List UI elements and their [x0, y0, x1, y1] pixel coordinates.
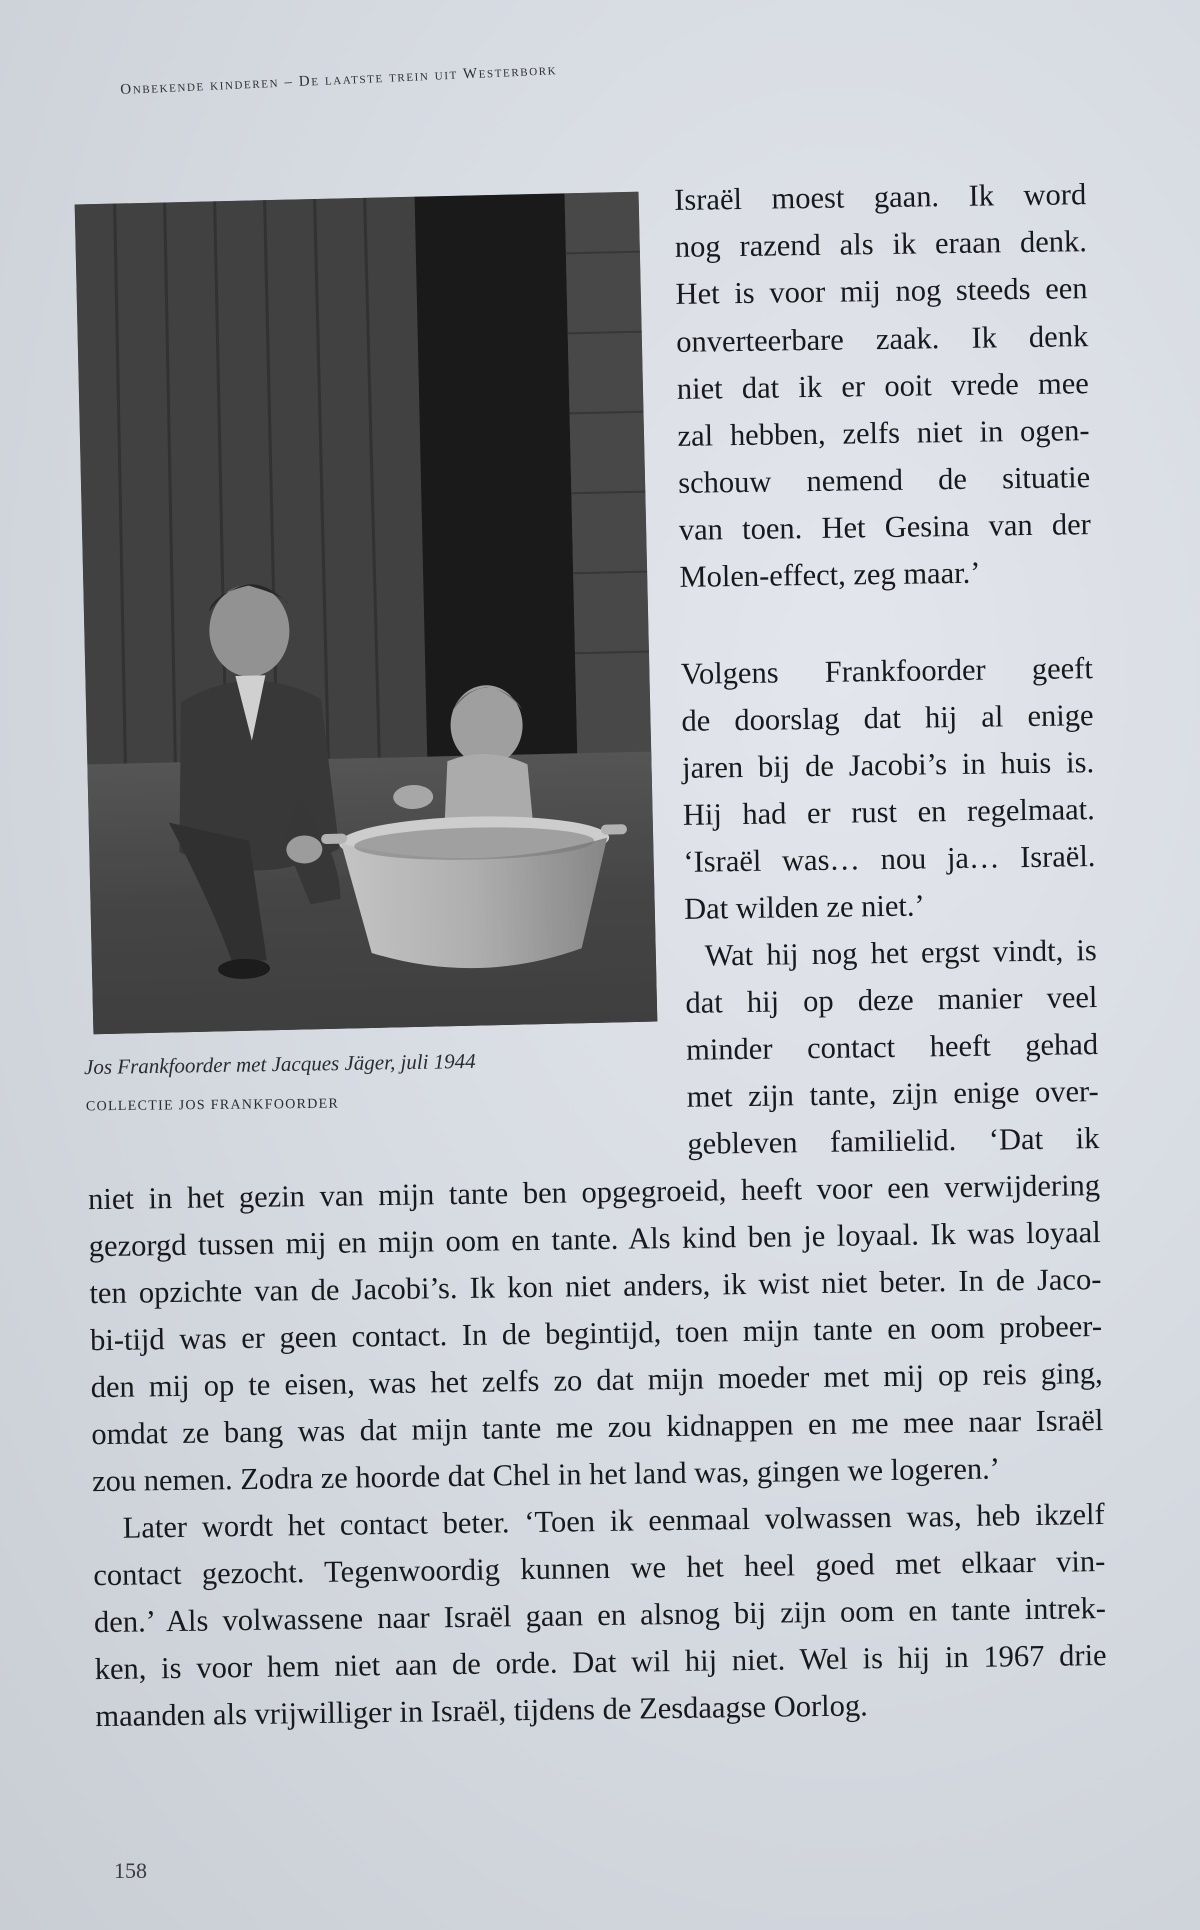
text-line: minder contact heeft gehad	[685, 1027, 1099, 1067]
text-line: zou nemen. Zodra ze hoorde dat Chel in het land was, gingen we logeren.’	[91, 1451, 1001, 1499]
photo-caption: Jos Frankfoorder met Jacques Jäger, juli 1944	[83, 1048, 476, 1080]
text-line: niet in het gezin van mijn tante ben opgegroeid, heeft voor een verwijdering	[87, 1168, 1101, 1217]
running-head: Onbekende kinderen – De laatste trein uit Westerbork	[120, 62, 558, 98]
text-line: Het is voor mij nog steeds een	[675, 271, 1088, 311]
page-number: 158	[114, 1858, 147, 1883]
photo-credit: COLLECTIE JOS FRANKFOORDER	[85, 1096, 340, 1115]
text-line: nog razend als ik eraan denk.	[674, 224, 1088, 264]
text-line: den mij op te eisen, was het zelfs zo dat mijn moeder met mij op reis ging,	[90, 1356, 1103, 1405]
text-line: van toen. Het Gesina van der	[678, 507, 1092, 547]
text-line: bi-tijd was er geen contact. In de begintijd, toen mijn tante en oom probeer-	[89, 1309, 1103, 1358]
text-line: ken, is voor hem niet aan de orde. Dat wil hij niet. Wel is hij in 1967 drie	[94, 1638, 1107, 1687]
text-line: ten opzichte van de Jacobi’s. Ik kon niet anders, ik wist niet beter. In de Jaco-	[89, 1262, 1102, 1311]
text-line: Dat wilden ze niet.’	[683, 888, 925, 926]
text-line: Volgens Frankfoorder geeft	[680, 651, 1094, 691]
text-line: schouw nemend de situatie	[677, 460, 1091, 500]
text-line: Later wordt het contact beter. ‘Toen ik eenmaal volwassen was, heb ikzelf	[122, 1497, 1105, 1545]
text-line: zal hebben, zelfs niet in ogen-	[677, 413, 1090, 453]
text-line: Molen-effect, zeg maar.’	[679, 555, 981, 594]
text-line: ‘Israël was… nou ja… Israël.	[683, 839, 1096, 879]
text-line: omdat ze bang was dat mijn tante me zou kidnappen en me mee naar Israël	[91, 1403, 1104, 1452]
text-line: gezorgd tussen mij en mijn oom en tante. Als kind ben je loyaal. Ik was loyaal	[88, 1215, 1101, 1264]
text-line: jaren bij de Jacobi’s in huis is.	[681, 745, 1095, 785]
text-line: Israël moest gaan. Ik word	[673, 177, 1087, 217]
text-line: Hij had er rust en regelmaat.	[682, 792, 1096, 832]
text-line: den.’ Als volwassene naar Israël gaan en alsnog bij zijn oom en tante intrek-	[93, 1591, 1107, 1640]
text-line: dat hij op deze manier veel	[685, 980, 1098, 1020]
text-line: contact gezocht. Tegenwoordig kunnen we het heel goed met elkaar vin-	[93, 1544, 1106, 1593]
text-line: de doorslag dat hij al enige	[681, 698, 1094, 738]
text-line: onverteerbare zaak. Ik denk	[675, 319, 1089, 359]
text-line: Wat hij nog het ergst vindt, is	[704, 933, 1097, 973]
text-line: met zijn tante, zijn enige over-	[686, 1074, 1099, 1114]
text-line: niet dat ik er ooit vrede mee	[676, 366, 1090, 406]
text-line: gebleven familielid. ‘Dat ik	[687, 1121, 1100, 1161]
text-line: maanden als vrijwilliger in Israël, tijdens de Zesdaagse Oorlog.	[95, 1688, 868, 1734]
